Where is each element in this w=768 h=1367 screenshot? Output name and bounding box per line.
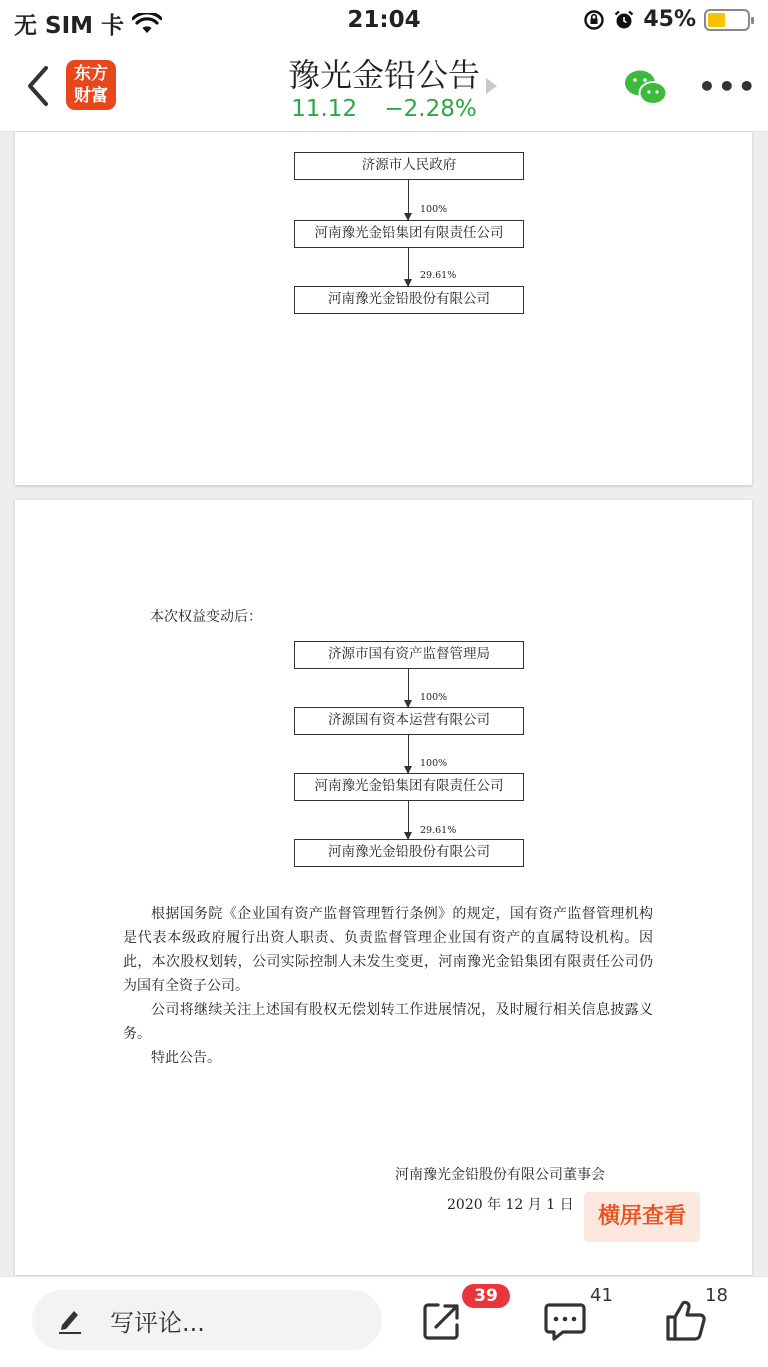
lock-rotation-icon — [583, 9, 605, 31]
org-box: 济源市国有资产监督管理局 — [294, 641, 524, 669]
stock-change: −2.28% — [384, 96, 477, 122]
more-icon[interactable]: ••• — [698, 70, 758, 103]
nav-bar — [0, 44, 768, 132]
share-badge: 39 — [462, 1284, 510, 1308]
share-icon[interactable] — [420, 1299, 464, 1343]
status-time: 21:04 — [347, 7, 421, 33]
pencil-icon — [58, 1306, 82, 1334]
flow-arrow — [408, 248, 409, 286]
section-label: 本次权益变动后： — [150, 609, 262, 625]
document-page-2 — [15, 500, 752, 1275]
org-box: 济源国有资本运营有限公司 — [294, 707, 524, 735]
flow-arrow — [408, 669, 409, 707]
ownership-percent: 100% — [420, 692, 448, 703]
stock-price: 11.12 — [291, 96, 358, 122]
comment-input[interactable] — [32, 1290, 382, 1350]
battery-percent: 45% — [643, 7, 696, 32]
comment-icon[interactable] — [543, 1299, 587, 1343]
ownership-percent: 29.61% — [420, 270, 457, 281]
comment-placeholder: 写评论... — [110, 1308, 205, 1337]
flow-arrow — [408, 180, 409, 220]
ownership-percent: 29.61% — [420, 825, 457, 836]
battery-fill — [708, 13, 725, 27]
alarm-icon — [613, 9, 635, 31]
org-box: 河南豫光金铅集团有限责任公司 — [294, 220, 524, 248]
comments-count: 41 — [590, 1285, 613, 1306]
org-box: 河南豫光金铅股份有限公司 — [294, 286, 524, 314]
bottom-bar — [0, 1276, 768, 1367]
page-title: 豫光金铅公告 — [287, 56, 480, 94]
ownership-percent: 100% — [420, 758, 448, 769]
flow-arrow — [408, 801, 409, 839]
document-page-1 — [15, 132, 752, 485]
like-icon[interactable] — [664, 1299, 708, 1343]
org-box: 河南豫光金铅集团有限责任公司 — [294, 773, 524, 801]
ownership-percent: 100% — [420, 204, 448, 215]
paragraph: 特此公告。 — [151, 1050, 221, 1066]
landscape-view-button[interactable]: 横屏查看 — [584, 1192, 700, 1242]
body-text — [123, 902, 653, 1070]
logo-line1: 东方 — [74, 64, 108, 84]
org-box: 河南豫光金铅股份有限公司 — [294, 839, 524, 867]
status-bar — [0, 0, 768, 44]
carrier-label: 无 SIM 卡 — [14, 13, 125, 39]
battery-icon — [704, 9, 750, 31]
paragraph: 根据国务院《企业国有资产监督管理暂行条例》的规定，国有资产监督管理机构是代表本级政府履行出资人职责、负责监督管理企业国有资产的直属特设机构。因此，本次股权划转，公司实际控制人未发生变更，河南豫光金铅集团有限责任公司仍为国有全资子公司。 — [123, 906, 653, 994]
org-box: 济源市人民政府 — [294, 152, 524, 180]
signature: 河南豫光金铅股份有限公司董事会 — [395, 1167, 605, 1183]
quote-arrow-icon[interactable] — [486, 78, 497, 94]
logo-line2: 财富 — [74, 86, 108, 106]
announcement-date: 2020 年 12 月 1 日 — [447, 1197, 574, 1213]
flow-arrow — [408, 735, 409, 773]
status-right — [583, 7, 750, 32]
likes-count: 18 — [705, 1285, 728, 1306]
paragraph: 公司将继续关注上述国有股权无偿划转工作进展情况，及时履行相关信息披露义务。 — [123, 1002, 653, 1042]
wechat-icon[interactable] — [624, 68, 668, 108]
